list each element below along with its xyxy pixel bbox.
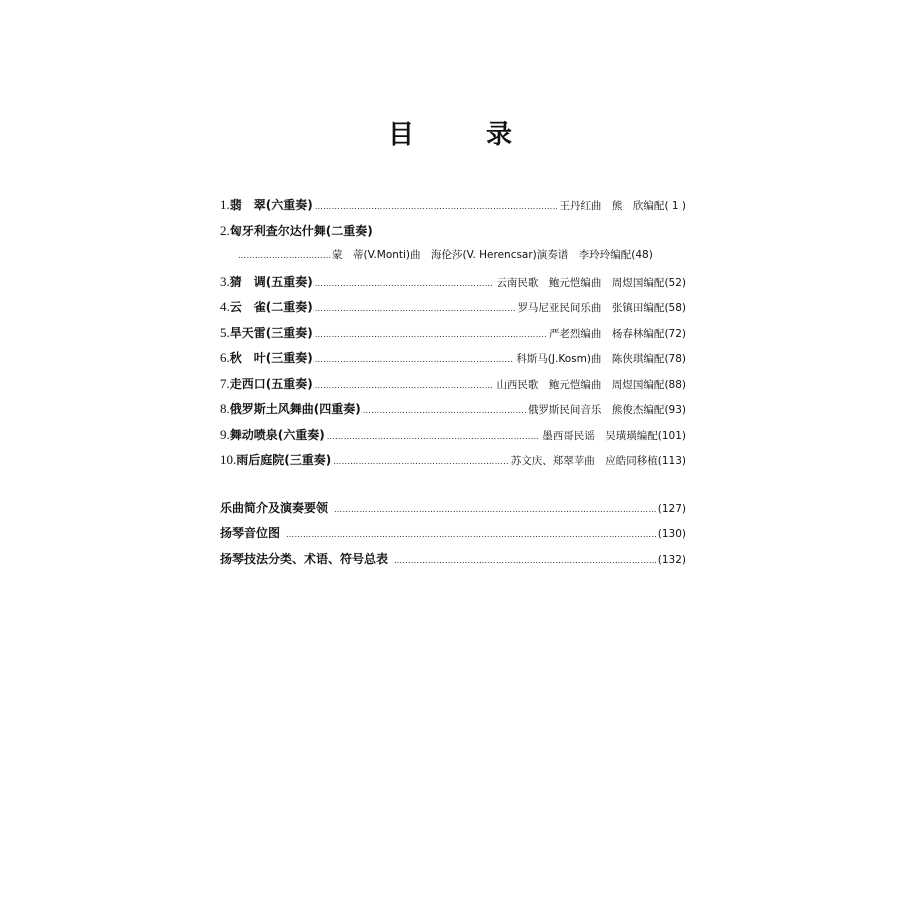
toc-entry-4[interactable] [220,298,686,324]
toc-entry-1[interactable] [220,196,686,222]
dot-leader [286,530,656,539]
table-of-contents [220,196,686,575]
entry-credit: 墨西哥民谣 吴璜璜编配 [542,429,658,442]
dot-leader [315,355,515,364]
entry-number: 5. [220,324,230,340]
toc-entry-7[interactable] [220,375,686,401]
entry-credit: 严老烈编曲 杨春林编配 [548,327,665,340]
entry-number: 3. [220,273,230,289]
toc-entry-8[interactable] [220,400,686,426]
entry-credit: 苏文庆、郑翠苹曲 应皓同移植 [510,455,658,467]
entry-title [220,400,361,417]
entry-title [220,222,373,239]
dot-leader [315,202,558,211]
dot-leader [238,251,330,260]
appendix-page: (132) [657,553,686,566]
appendix-page: (130) [657,528,686,540]
entry-number: 8. [220,401,230,416]
entry-page: (101) [657,429,686,442]
entry-title [220,375,313,392]
entry-page: (93) [664,404,686,416]
entry-title [220,349,313,366]
entry-label: 匈牙利查尔达什舞(二重奏) [229,223,373,238]
dot-leader [315,381,495,390]
entry-credit: 王丹红曲 熊 欣编配 [559,200,665,212]
dot-leader [363,406,526,415]
entry-credit: 俄罗斯民间音乐 熊俊杰编配 [527,404,665,416]
entry-label: 云 雀(二重奏) [229,300,313,314]
dot-leader [394,556,656,565]
entry-page: ( 1 ) [664,200,686,212]
entry-credit: 罗马尼亚民间乐曲 张镇田编配 [517,302,665,314]
dot-leader [315,279,495,288]
entry-label: 猜 调(五重奏) [229,274,313,289]
toc-appendix-1[interactable] [220,499,686,525]
page-title [0,118,900,158]
entry-credit: 云南民歌 鲍元恺编曲 周煜国编配 [496,276,665,289]
entry-number: 4. [220,299,230,314]
entry-label: 雨后庭院(三重奏) [236,453,332,467]
appendix-label: 扬琴技法分类、术语、符号总表 [220,551,389,566]
entry-credit: 科斯马(J.Kosm)曲 陈侠琪编配 [516,353,665,365]
entry-number: 7. [220,375,230,391]
entry-number: 1. [220,197,230,212]
dot-leader [333,457,509,466]
entry-label: 舞动喷泉(六重奏) [229,427,325,442]
toc-entry-2-continued[interactable] [220,247,686,273]
appendix-label: 乐曲简介及演奏要领 [220,500,329,515]
toc-entry-6[interactable] [220,349,686,375]
entry-label: 旱天雷(三重奏) [229,325,313,340]
entry-page: (58) [664,302,686,314]
entry-label: 走西口(五重奏) [229,376,313,391]
toc-appendix-3[interactable] [220,550,686,576]
title-char-2: 录 [486,120,513,150]
entry-number: 10. [220,452,237,467]
entry-title [220,196,313,213]
toc-entry-5[interactable] [220,324,686,350]
entry-credit: 蒙 蒂(V.Monti)曲 海伦莎(V. Herencsar)演奏谱 李玲玲编配 [332,249,632,261]
entry-page: (88) [664,378,686,391]
dot-leader [334,505,656,514]
appendix-label: 扬琴音位图 [220,526,281,540]
entry-number: 9. [220,426,230,442]
toc-entry-2[interactable] [220,222,686,248]
entry-page: (72) [664,327,686,340]
entry-title [220,451,331,468]
entry-title [220,324,313,341]
entry-page: (78) [664,353,686,365]
entry-title [220,298,313,315]
dot-leader [315,330,547,339]
appendix-page: (127) [657,502,686,515]
entry-title [220,273,313,290]
entry-number: 2. [220,222,230,238]
toc-appendix-2[interactable] [220,524,686,550]
entry-title [220,426,325,443]
entry-page: (52) [664,276,686,289]
entry-label: 翡 翠(六重奏) [229,198,313,212]
section-spacer [220,477,686,499]
toc-entry-10[interactable] [220,451,686,477]
toc-entry-9[interactable] [220,426,686,452]
toc-entry-3[interactable] [220,273,686,299]
entry-page: (113) [657,455,686,467]
dot-leader [315,304,516,313]
entry-page: (48) [631,249,653,261]
title-char-1: 目 [388,120,415,150]
entry-label: 俄罗斯土风舞曲(四重奏) [229,402,361,416]
entry-label: 秋 叶(三重奏) [229,351,313,365]
dot-leader [327,432,541,441]
entry-number: 6. [220,350,230,365]
entry-credit: 山西民歌 鲍元恺编曲 周煜国编配 [496,378,665,391]
